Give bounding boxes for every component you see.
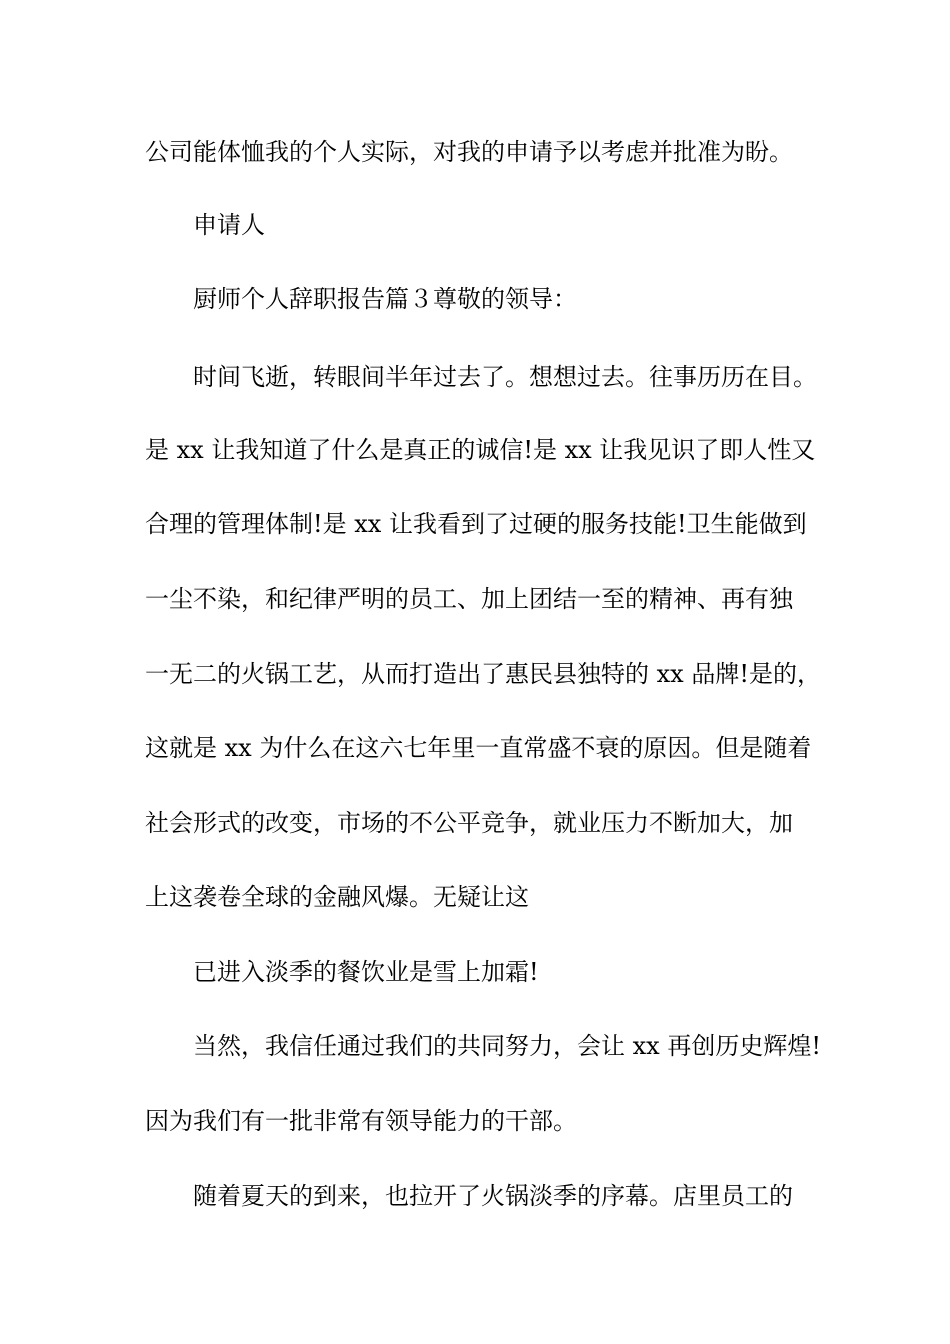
section-heading: 厨师个人辞职报告篇３尊敬的领导： bbox=[193, 285, 577, 313]
text-line: 时间飞逝，转眼间半年过去了。想想过去。往事历历在目。 bbox=[193, 363, 817, 391]
text-line: 一无二的火锅工艺，从而打造出了惠民县独特的 xx 品牌!是的， bbox=[145, 660, 821, 688]
text-line: 随着夏天的到来，也拉开了火锅淡季的序幕。店里员工的 bbox=[193, 1182, 793, 1210]
text-line: 上这袭卷全球的金融风爆。无疑让这 bbox=[145, 883, 529, 911]
text-line: 因为我们有一批非常有领导能力的干部。 bbox=[145, 1107, 577, 1135]
text-line: 一尘不染，和纪律严明的员工、加上团结一至的精神、再有独 bbox=[145, 585, 793, 613]
text-line: 当然，我信任通过我们的共同努力，会让 xx 再创历史辉煌! bbox=[193, 1032, 821, 1060]
text-line: 合理的管理体制!是 xx 让我看到了过硬的服务技能!卫生能做到 bbox=[145, 510, 807, 538]
text-line: 这就是 xx 为什么在这六七年里一直常盛不衰的原因。但是随着 bbox=[145, 734, 812, 762]
signature-label: 申请人 bbox=[193, 211, 265, 239]
text-line: 已进入淡季的餐饮业是雪上加霜! bbox=[193, 958, 539, 986]
text-line: 是 xx 让我知道了什么是真正的诚信!是 xx 让我见识了即人性又 bbox=[145, 436, 816, 464]
text-line: 社会形式的改变，市场的不公平竞争，就业压力不断加大，加 bbox=[145, 809, 793, 837]
text-line: 公司能体恤我的个人实际，对我的申请予以考虑并批准为盼。 bbox=[145, 138, 793, 166]
